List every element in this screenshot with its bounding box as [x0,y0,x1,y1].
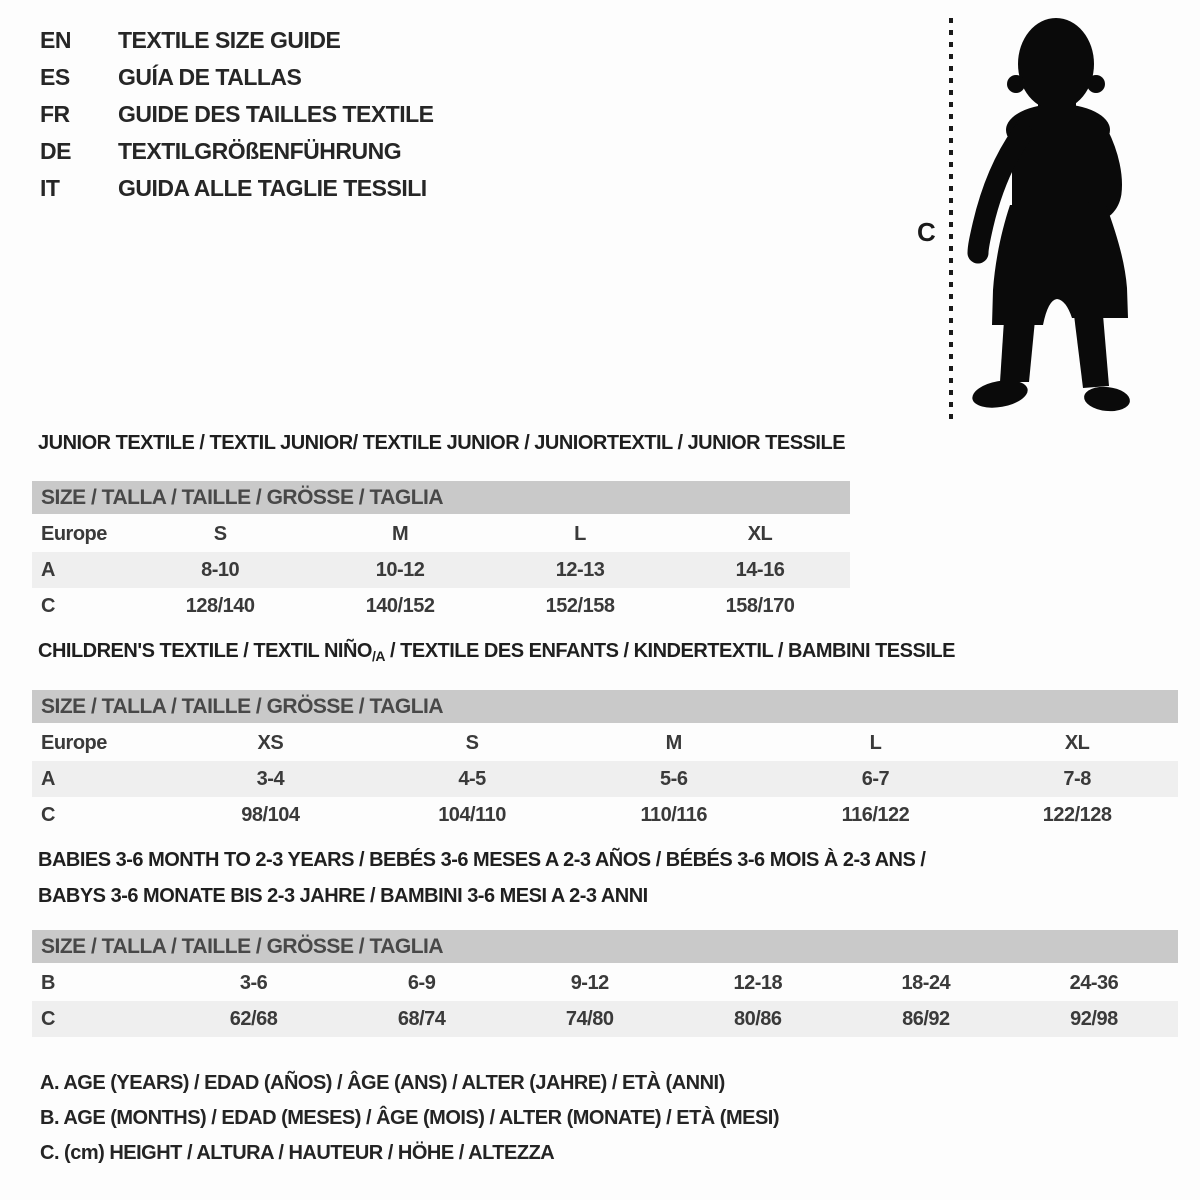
table-row [32,724,1178,761]
row-label: A [41,767,55,790]
months-cell: 24-36 [1069,971,1119,994]
height-measure-label: C [917,217,936,247]
lang-code: FR [40,101,70,127]
lang-row-en [40,22,434,59]
table-row [32,588,850,624]
table-row [32,1001,1178,1037]
age-cell: 3-4 [256,767,285,790]
size-cell: S [465,731,479,754]
age-cell: 6-7 [861,767,890,790]
height-cell: 68/74 [397,1007,446,1030]
height-cell: 110/116 [640,803,708,826]
legend-age-months: B. AGE (MONTHS) / EDAD (MESES) / ÂGE (MOIS) / ALTER (MONATE) / ETÀ (MESI) [40,1107,780,1129]
guide-title: GUIDA ALLE TAGLIE TESSILI [118,175,427,201]
baby-silhouette-figure [900,0,1155,430]
babies-title-line2: BABYS 3-6 MONATE BIS 2-3 JAHRE / BAMBINI 3-6 MESI A 2-3 ANNI [38,885,648,907]
height-cell: 80/86 [734,1007,782,1030]
size-cell: XL [1064,731,1090,754]
guide-title: TEXTILGRÖßENFÜHRUNG [118,138,402,164]
baby-silhouette [900,0,1155,430]
months-cell: 9-12 [570,971,609,994]
age-cell: 4-5 [458,767,486,790]
size-cell: S [213,522,227,545]
height-cell: 92/98 [1070,1007,1118,1030]
size-cell: M [665,731,682,754]
age-cell: 14-16 [735,558,785,581]
junior-size-table [32,481,850,624]
size-cell: M [392,522,409,545]
children-title-subscript: /A [371,648,385,664]
babies-section-title [38,842,1178,914]
guide-title: GUÍA DE TALLAS [118,64,302,90]
age-cell: 12-13 [555,558,605,581]
height-cell: 116/122 [841,803,910,826]
age-cell: 8-10 [201,558,240,581]
height-cell: 86/92 [902,1007,950,1030]
size-cell: L [869,731,882,754]
age-cell: 7-8 [1063,767,1091,790]
row-label: C [41,803,55,826]
lang-row-es [40,59,434,96]
children-textile-section [32,640,1178,833]
height-cell: 122/128 [1042,803,1112,826]
language-title-block [40,22,434,207]
babies-title-line1: BABIES 3-6 MONTH TO 2-3 YEARS / BEBÉS 3-6 MESES A 2-3 AÑOS / BÉBÉS 3-6 MOIS À 2-3 ANS / [38,849,926,871]
months-cell: 18-24 [901,971,951,994]
height-cell: 62/68 [229,1007,278,1030]
months-cell: 12-18 [733,971,783,994]
height-cell: 140/152 [365,594,435,617]
size-header-bar: SIZE / TALLA / TAILLE / GRÖSSE / TAGLIA [32,481,850,515]
children-title-suffix: / TEXTILE DES ENFANTS / KINDERTEXTIL / BAMBINI TESSILE [384,640,955,662]
row-label: Europe [41,522,107,545]
size-cell: XL [747,522,773,545]
size-cell: L [574,522,586,545]
row-label: C [41,1007,55,1030]
age-cell: 5-6 [660,767,688,790]
months-cell: 6-9 [407,971,436,994]
table-row [32,515,850,552]
size-header-bar: SIZE / TALLA / TAILLE / GRÖSSE / TAGLIA [32,690,1178,724]
row-label: Europe [41,731,107,754]
lang-code: EN [40,27,71,53]
guide-title: GUIDE DES TAILLES TEXTILE [118,101,434,127]
height-cell: 152/158 [545,594,615,617]
lang-code: DE [40,138,71,164]
row-label: A [41,558,55,581]
children-section-title [38,640,1178,663]
measure-legend [40,1066,779,1171]
lang-row-de [40,133,434,170]
table-row [32,552,850,588]
height-cell: 128/140 [185,594,255,617]
size-header-bar: SIZE / TALLA / TAILLE / GRÖSSE / TAGLIA [32,930,1178,964]
junior-section-title: JUNIOR TEXTILE / TEXTIL JUNIOR/ TEXTILE JUNIOR / JUNIORTEXTIL / JUNIOR TESSILE [38,432,846,454]
size-cell: XS [257,731,284,754]
table-row [32,964,1178,1001]
guide-title: TEXTILE SIZE GUIDE [118,27,341,53]
legend-height-cm: C. (cm) HEIGHT / ALTURA / HAUTEUR / HÖHE / ALTEZZA [40,1142,555,1164]
lang-row-fr [40,96,434,133]
row-label: B [41,971,55,994]
height-cell: 98/104 [241,803,300,826]
months-cell: 3-6 [239,971,268,994]
age-cell: 10-12 [375,558,425,581]
lang-row-it [40,170,434,207]
height-cell: 158/170 [725,594,795,617]
table-row [32,761,1178,797]
babies-textile-section [32,842,1178,1037]
babies-size-table [32,930,1178,1037]
baby-silhouette-shape [970,18,1131,413]
junior-textile-section [32,432,850,624]
children-title-prefix: CHILDREN'S TEXTILE / TEXTIL NIÑO [38,640,372,662]
children-size-table [32,690,1178,833]
height-cell: 104/110 [438,803,506,826]
lang-code: IT [40,175,60,201]
lang-code: ES [40,64,70,90]
height-cell: 74/80 [565,1007,614,1030]
table-row [32,797,1178,833]
legend-age-years: A. AGE (YEARS) / EDAD (AÑOS) / ÂGE (ANS) / ALTER (JAHRE) / ETÀ (ANNI) [40,1072,725,1094]
row-label: C [41,594,55,617]
